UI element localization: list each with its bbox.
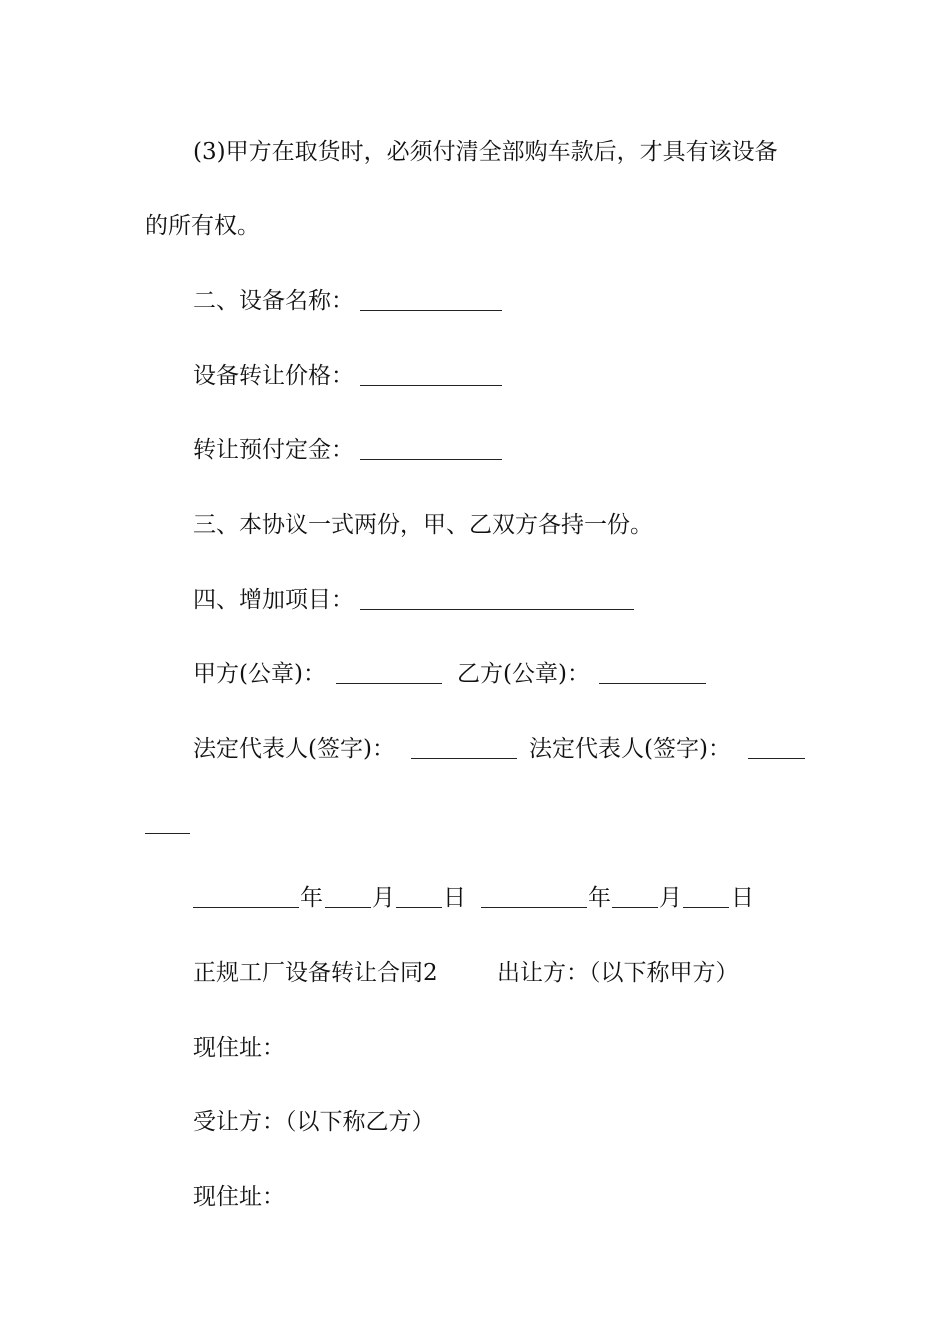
copies-clause-row: [0, 507, 950, 543]
additional-items-label: 四、增加项目：: [193, 587, 354, 613]
party-a-seal-label: 甲方(公章)：: [193, 661, 326, 687]
equipment-name-row: [0, 283, 950, 319]
deposit-label: 转让预付定金：: [193, 437, 354, 463]
date-b-day-blank[interactable]: [683, 907, 729, 908]
date-b-year-label: 年: [588, 885, 611, 911]
address-label-1: 现住址：: [193, 1035, 285, 1061]
date-a-month-label: 月: [372, 885, 395, 911]
clause-3-text-2: 的所有权。: [145, 213, 260, 239]
date-b-year-blank[interactable]: [481, 907, 587, 908]
transferee-label: 受让方：（以下称乙方）: [193, 1109, 435, 1135]
equipment-name-label: 二、设备名称：: [193, 288, 354, 314]
date-b-month-label: 月: [659, 885, 682, 911]
date-b-day-label: 日: [731, 885, 754, 911]
legal-rep-a-blank[interactable]: [411, 758, 517, 759]
party-seal-row: [0, 656, 950, 692]
legal-rep-b-label: 法定代表人(签字)：: [529, 736, 731, 762]
additional-items-blank[interactable]: [360, 609, 634, 610]
date-a-day-label: 日: [443, 885, 466, 911]
date-b-month-blank[interactable]: [612, 907, 658, 908]
clause-3-text-1: (3)甲方在取货时，必须付清全部购车款后，才具有该设备: [193, 139, 778, 165]
address-row-1: [0, 1030, 950, 1066]
date-a-year-blank[interactable]: [193, 907, 299, 908]
transfer-price-label: 设备转让价格：: [193, 363, 354, 389]
party-a-seal-blank[interactable]: [336, 683, 442, 684]
equipment-name-blank[interactable]: [360, 310, 502, 311]
address-label-2: 现住址：: [193, 1184, 285, 1210]
transfer-price-blank[interactable]: [360, 385, 502, 386]
deposit-blank[interactable]: [360, 459, 502, 460]
address-row-2: [0, 1179, 950, 1215]
legal-rep-b-blank-cont[interactable]: [145, 833, 190, 834]
copies-clause: 三、本协议一式两份，甲、乙双方各持一份。: [193, 512, 653, 538]
date-a-day-blank[interactable]: [396, 907, 442, 908]
additional-items-row: [0, 582, 950, 618]
party-b-seal-label: 乙方(公章)：: [457, 661, 590, 687]
legal-rep-b-blank[interactable]: [748, 758, 805, 759]
transferee-row: [0, 1104, 950, 1140]
clause-3-line-2: [0, 208, 950, 244]
clause-3-line-1: [0, 134, 950, 170]
party-b-seal-blank[interactable]: [599, 683, 706, 684]
legal-rep-a-label: 法定代表人(签字)：: [193, 736, 395, 762]
deposit-row: [0, 432, 950, 468]
date-a-year-label: 年: [300, 885, 323, 911]
transfer-price-row: [0, 358, 950, 394]
date-a-month-blank[interactable]: [325, 907, 371, 908]
transferor-label: 出让方：（以下称甲方）: [497, 960, 739, 986]
legal-rep-wrap-row: [0, 806, 950, 842]
contract-title-row: [0, 955, 950, 991]
legal-rep-row: [0, 731, 950, 767]
date-row: [0, 880, 950, 916]
contract-title: 正规工厂设备转让合同2: [193, 960, 438, 986]
